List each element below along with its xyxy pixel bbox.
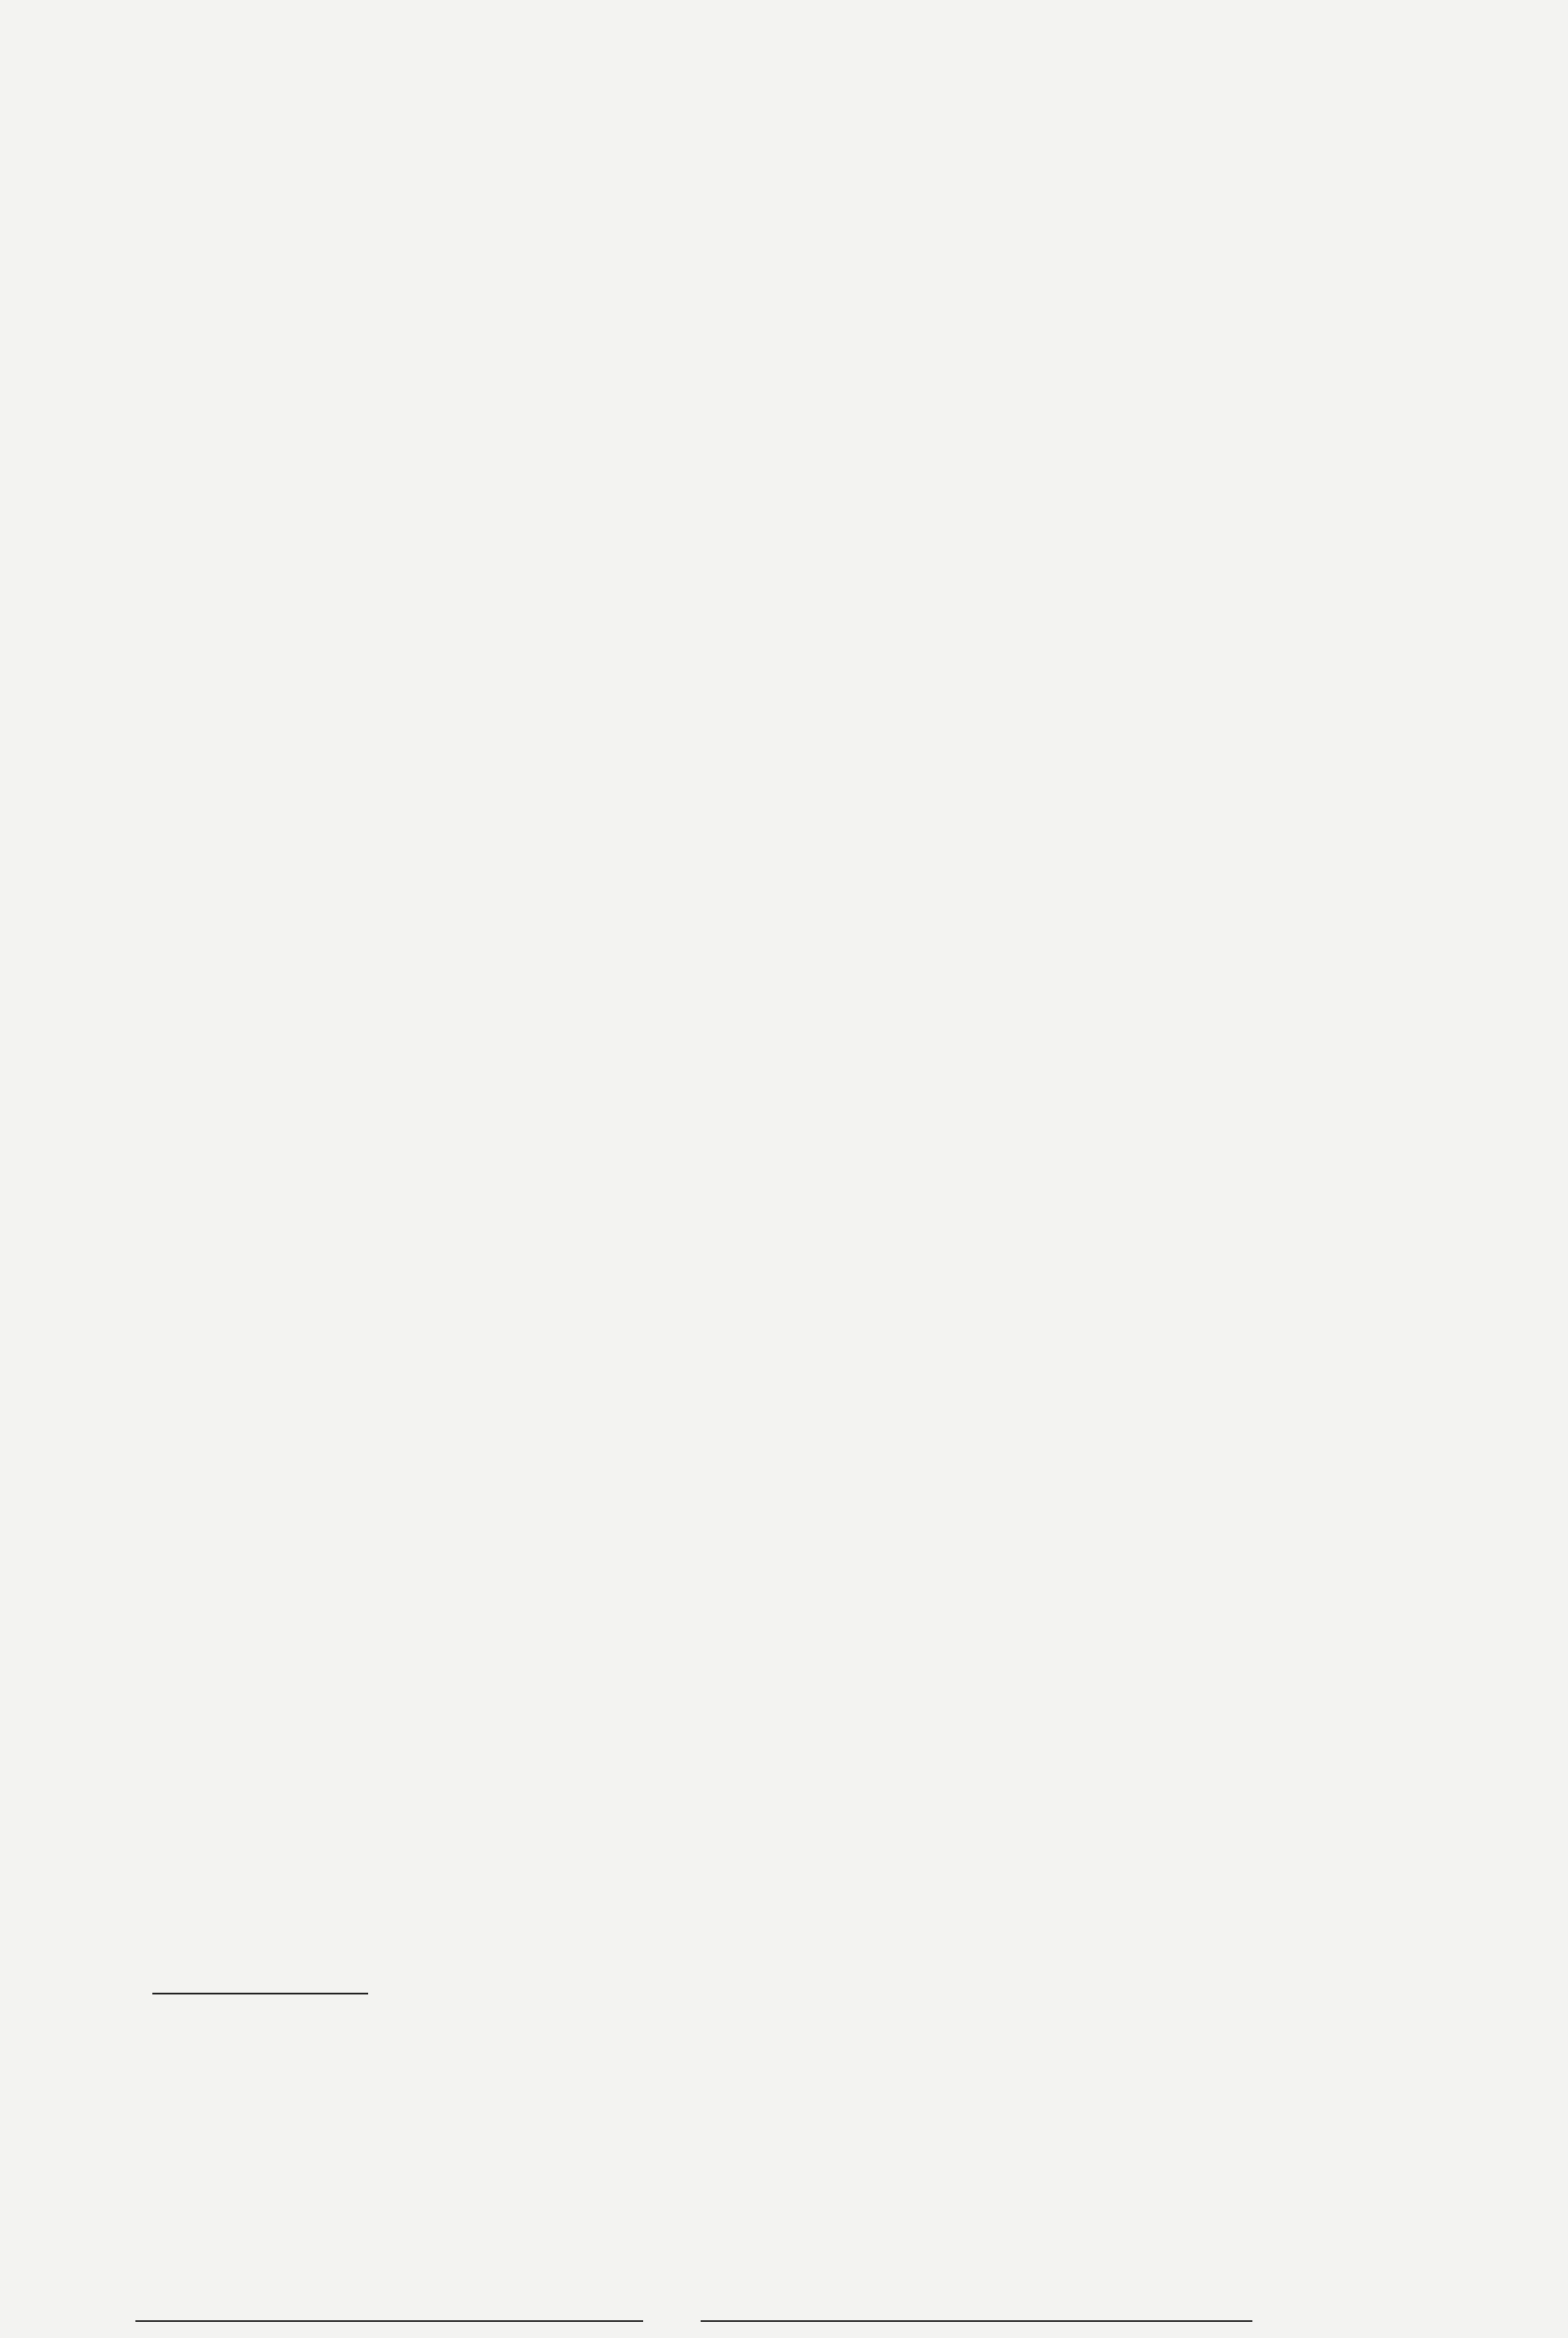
footer-rule-left [135, 2320, 643, 2322]
footer-rule-right [701, 2320, 1252, 2322]
footnote-rule [152, 1993, 368, 1994]
page-footer [135, 2302, 1252, 2335]
